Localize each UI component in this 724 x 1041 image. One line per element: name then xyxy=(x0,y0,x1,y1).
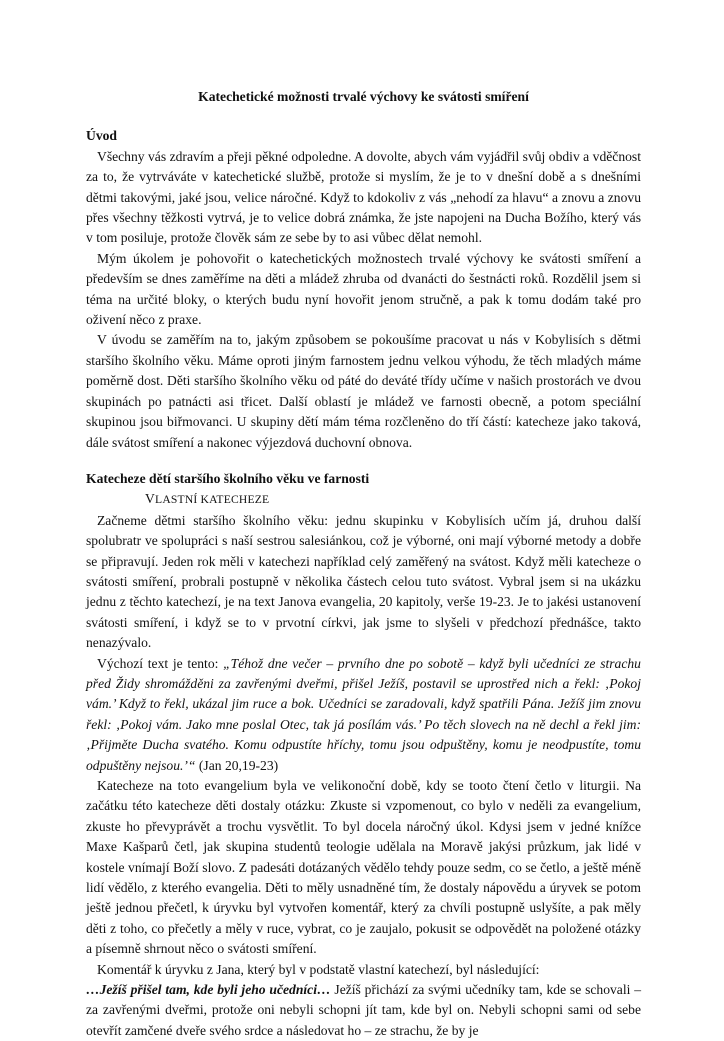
catechesis-paragraph-3: Katecheze na toto evangelium byla ve velikonoční době, kdy se tooto čtení četlo v liturgii. Na začátku této katecheze děti dostaly otázku: Zkuste si vzpomenout, co bylo v neděli za evangelium, zkuste ho převyprávět a trochu vysvětlit. To byl docela náročný úkol. Kdysi jsem v jedné knížce Maxe Kašparů četl, jak skupina studentů teologie udělala na Moravě jakýsi průzkum, jak lidé v kostele vnímají Boží slovo. Z padesáti dotázaných vědělo tehdy pouze sedm, co se četlo, a ještě méně lidí vědělo, z kterého evangelia. Děti to měly usnadněné tím, že dostaly nápovědu a úryvek se potom ještě jednou přečetl, k úryvku byl vytvořen komentář, který za chvíli postupně uslyšíte, a pak měly děti z toho, co přečetly a měly v ruce, vybrat, co je zaujalo, pokusit se odpovědět na položené otázky a písemně shrnout něco o svátosti smíření. xyxy=(86,778,641,957)
section-subheading xyxy=(145,489,641,510)
document-page xyxy=(86,87,641,1041)
commentary-text: Ježíš přichází za svými učedníky tam, kde se schovali – za zavřenými dveřmi, protože oni nebyli schopni jít tam, kde byl on. Nebyli schopni sami od sebe otevřít zamčené dveře svého srdce a následovat ho – ze strachu, že by je xyxy=(86,982,641,1038)
document-title: Katechetické možnosti trvalé výchovy ke svátosti smíření xyxy=(198,89,529,104)
section-heading-catechesis: Katecheze dětí staršího školního věku ve farnosti xyxy=(86,470,370,486)
gospel-quote: „Téhož dne večer – prvního dne po sobotě – když byli učedníci ze strachu před Židy shromážděni za zavřenými dveřmi, přišel Ježíš, postavil se uprostřed nich a řekl: ‚Pokoj vám.’ Když to řekl, ukázal jim ruce a bok. Učedníci se zaradovali, když spatřili Pána. Ježíš jim znovu řekl: ‚Pokoj vám. Jako mne poslal Otec, tak já posílám vás.’ Po těch slovech na ně dechl a řekl jim: ‚Přijměte Ducha svatého. Komu odpustíte hříchy, tomu jsou odpuštěny, komu je neodpustíte, tomu odpuštěny nejsou.’“ xyxy=(86,655,641,773)
catechesis-paragraph-1: Začneme dětmi staršího školního věku: jednu skupinku v Kobylisích učím já, druhou další spolubratr ve spolupráci s naší sestrou salesiánkou, což je výborné, oni mají výborné metody a dobře se připravují. Jeden rok měli v katechezi například celý zaměřený na svátost. Když měli katecheze o svátosti smíření, probrali postupně v několika částech celou tuto svátost. Vybral jsem si na ukázku jednu z těchto katechezí, je na text Janova evangelia, 20 kapitoly, verše 19-23. Je to jakési ustanovení svátosti smíření, i když se to v prvotní církvi, jak jsme to slyšeli v předchozí přednášce, takto nenazývalo. xyxy=(86,512,641,651)
intro-paragraph-1: Všechny vás zdravím a přeji pěkné odpoledne. A dovolte, abych vám vyjádřil svůj obdiv a vděčnost za to, že vytrváváte v katechetické službě, protože si myslím, že je to v dnešní době a s dnešními dětmi takovými, jaké jsou, velice náročné. Když to kdokoliv z vás „nehodí za hlavu“ a znovu a znovu přes všechny těžkosti vytrvá, je to velice dobrá známka, že jste napojeni na Ducha Božího, který vás v tom posiluje, protože člověk sám ze sebe by to asi vůbec dělat nemohl. xyxy=(86,148,641,246)
commentary-lead: …Ježíš přišel tam, kde byli jeho učedníci… xyxy=(86,982,331,998)
catechesis-paragraph-2 xyxy=(86,654,641,776)
catechesis-paragraph-4: Komentář k úryvku z Jana, který byl v podstatě vlastní katechezí, byl následující: xyxy=(97,961,540,977)
subheading-rest: LASTNÍ KATECHEZE xyxy=(155,493,270,507)
section-heading-intro: Úvod xyxy=(86,128,117,144)
intro-paragraph-2: Mým úkolem je pohovořit o katechetických možnostech trvalé výchovy ke svátosti smíření a především se dnes zaměříme na děti a mládež zhruba od dvanácti do šestnácti roků. Rozdělil jsem si téma na určité bloky, o kterých budu nyní hovořit jenom stručně, a pak k tomu dodám také pro oživení něco z praxe. xyxy=(86,250,641,328)
quote-reference: (Jan 20,19-23) xyxy=(195,757,279,773)
catechesis-paragraph-5 xyxy=(86,980,641,1041)
subheading-initial: V xyxy=(145,491,156,507)
intro-paragraph-3: V úvodu se zaměřím na to, jakým způsobem se pokoušíme pracovat u nás v Kobylisích s dětmi staršího školního věku. Máme oproti jiným farnostem jednu velkou výhodu, že těch mladých máme poměrně dost. Děti staršího školního věku od páté do deváté třídy učíme v našich prostorách ve dvou skupinách po patnácti asi třicet. Další oblastí je mládež ve farnosti obecně, a potom speciální skupinou jsou biřmovanci. U skupiny dětí mám téma rozčleněno do tří částí: katecheze jako taková, dále svátost smíření a nakonec výjezdová duchovní obnova. xyxy=(86,332,641,450)
quote-lead: Výchozí text je tento: xyxy=(97,655,224,671)
